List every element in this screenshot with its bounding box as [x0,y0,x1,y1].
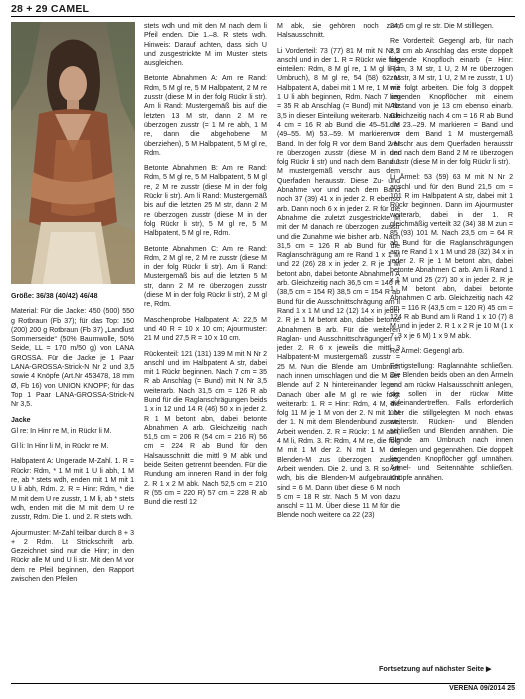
footer-rule [11,683,515,684]
li-vorderteil-text: Li Vorderteil: 73 (77) 81 M mit N Nr 2 anschl und in der 1. R = Rückr wie folg einteilen: Rdm, 8 M gl re, 1 M gl li (= Umbruch), 8 M gl re, 54 (58) 62 M Halbpatent A, dabei mit 1 M re, 1 M mit 1 U li abh beginnen, Rdm. Nach 7 cm = 35 R ab Anschlag (= Bund) mit N Nr 3,5 in dieser Einteilung weiterarb. Nach 4 cm = 16 R ab Bund die 45–51. M (49–55. M) 53.–59. M markieren = Band. In der folg R vor dem Band 2 M re überzogen zusstr (diese M in der folg Rückr li str) und nach dem Band 1 M mustergemäß verschr aus dem Querfaden herausstr. Diese Zu- und Abnahme vor und nach dem Band noch 37 (39) 41 x in jeder 2. R ebenso arb. Dann noch 6 x in jeder 2. R für die Abnahme die zuletzt zusgestrickte M mit der M danach re überzogen zusstr und die Zunahme wie bisher arb. Nach 31,5 cm = 126 R ab Bund für die Raglanschrägung am re Rand 1 x 1 M und 22 (26) 28 x in jeder 2. R je 1 M betont abn, dabei betonte Abnahmen A arb. Gleichzeitig nach 36,5 cm = 146 R (38,5 cm = 154 R) 38,5 cm = 154 R ab Bund für die Ausschnittschrägung am li Rand 1 x 1 M und 12 (12) 14 x in jeder 2. R je 1 M betont abn, dabei betonte Abnahmen B arb. Für die weiteren Raglan- und Ausschnittschrägungen in jeder 2. R 6 x jeweils die mittl 3 Halbpatent-M mustergemäß zusstr = 25 M. Nun die Blende am Umbruch nach innen umschlagen und die M der Blende auf 2 N hintereinander legen. Danach über alle M gl re wie folgt weiterarb: 1. R = Hinr: Rdm, 4 M, die folg 11 M je 1 M von der 2. N mit 1 M der 1. N mit dem Blendenbund zusstr, Arbeit wenden. 2. R = Rückr: 1 M abh, 4 M li, Rdm. 3. R: Rdm, 4 M re, die folg M mit 1 M der 2. N mit 1 M der Blenden-M zus überzogen zusstr, Arbeit wenden. Die 2. und 3. R so oft wdh, bis die Blenden-M aufgebraucht sind = 6 M. Dann über diese 6 M noch 5 cm = 18 R str. Nach 5 M von dazu anschl = 11 M. Über diese 11 M für die Blende noch weitere ca 22 (23) [277,47,400,520]
column-4 [390,22,513,489]
fertigstellung-text: Fertigstellung: Raglannähte schließen. Die Blenden beids oben an den Ärmeln und am rückw Halsausschnitt anlegen, sie sollen in der rückw Mitte aufeinandertreffen. Falls erforderlich über die stillgelegten M noch etwas weiterstr. Rücken- und Blenden schließen und Blenden annähen. Die Blende am Umbruch nach innen umlegen und gegennähen. Die doppelt liegenden Knopflöcher ggf umnähen. Ärmel- und Seitennähte schließen. Knöpfe annähen. [390,363,513,482]
betonte-c-text: Betonte Abnahmen C: Am re Rand: Rdm, 2 M gl re, 2 M re zusstr (diese M in der folg Rückr li str). Am li Rand: Mustergemäß bis auf die letzten 5 M str, dann 2 M re überzogen zusstr (diese M in der folg Rückr li str), 2 M gl re, Rdm. [144,245,267,309]
col3-intro: M abk, sie gehören noch zum Halsausschnitt. [277,23,400,40]
col2-intro: stets wdh und mit den M nach dem li Pfeil enden. Die 1.–8. R stets wdh. Hinweis: Darauf achten, dass sich U und zusgestrickte M im Muster stets ausgleichen. [144,23,267,68]
ajourmuster-text: Ajourmuster: M-Zahl teilbar durch 8 + 3 + 2 Rdm. Lt Strickschrift arb. Gezeichnet sind nur die Hinr; in den Rückr alle M und U li str. Mit den M vor dem re Pfeil beginnen, den Rapport zwischen den Pfeilen [11,529,134,584]
jacke-heading: Jacke [11,416,31,424]
rueckenteil-text: Rückenteil: 121 (131) 139 M mit N Nr 2 anschl und im Halbpatent A str, dabei mit 1 Rückr beginnen. Nach 7 cm = 35 R ab Anschlag (= Bund) mit N Nr 3,5 weiterarb. Nach 31,5 cm = 126 R ab Bund für die Raglanschrägungen beids 1 x in 12 und 14 R (46) 50 x in jeder 2. R 1 M betont abn, dabei betonte Abnahmen A arb. Gleichzeitig nach 51,5 cm = 206 R (54 cm = 216 R) 56 cm = 224 R ab Bund für den Halsausschnitt die mittl 9 M abk und beide Seiten getrennt beenden. Für die Rundung am inneren Rand in der folg 2. R 1 x 2 M abk. Nach 52,5 cm = 210 R (55 cm = 220 R) 57 cm = 228 R ab Bund die restl 12 [144,350,267,507]
magazine-name: VERENA [449,685,478,692]
betonte-a-text: Betonte Abnahmen A: Am re Rand: Rdm, 5 M gl re, 5 M Halbpatent, 2 M re zusstr (diese M in der folg Rückr li str). Am li Rand: Mustergemäß bis auf die letzten 13 M str, dann 2 M re überzogen zusstr (= 1 M re abh, 1 M re, dann die abgehobene M überziehen), 5 M Halbpatent, 5 M gl re, Rdm. [144,75,267,157]
material-text: Material: Für die Jacke: 450 (500) 550 g Rotbraun (Fb 37); für das Top: 150 (200) 200 g Rotbraun (Fb 37) „Landlust Sommerseide“ (50% Baumwolle, 50% Seide, LL = 170 m/50 g) von LANA GROSSA. Für die Jacke je 1 Paar LANA-GROSSA-Strick-N Nr 2 und 3,5 sowie 4 Knöpfe (Art.Nr 453478, 18 mm Ø, Fb 16) von UNION KNOPF; für das Top 1 Paar LANA-GROSSA-Strick-N Nr 3,5. [11,308,134,409]
column-3 [277,22,400,527]
col4-intro: 24,5 cm gl re str. Die M stilllegen. [390,23,494,30]
column-2 [144,22,267,514]
gl-li-text: Gl li: In Hinr li M, in Rückr re M. [11,443,109,451]
re-aermel-text: Re Ärmel: Gegengl arb. [390,347,465,355]
page-number [449,685,515,692]
header-bar [0,0,525,20]
page-title: 28 + 29 CAMEL [11,3,90,15]
betonte-b-text: Betonte Abnahmen B: Am re Rand: Rdm, 5 M gl re, 5 M Halbpatent, 5 M gl re, 2 M re zusstr (diese M in der folg Rückr li str). Am li Rand: Mustergemäß bis auf die letzten 25 M str, dann 2 M re überzogen zusstr (diese M in der folg Rückr li str), 5 M gl re, 5 M Halbpatent, 5 M gl re, Rdm. [144,165,267,238]
issue-number: 09/2014 [479,685,506,692]
sizes-text: Größe: 36/38 (40/42) 46/48 [11,293,98,300]
li-aermel-text: Li Ärmel: 53 (59) 63 M mit N Nr 2 anschl und für den Bund 21,5 cm = 101 R im Halbpatent A str, dabei mit 1 Rückr beginnen. Dann im Ajourmuster weiterarb, dabei in der 1. R gleichmäßig verteilt 32 (34) 38 M zun = 85 (93) 101 M. Nach 23,5 cm = 64 R ab Bund für die Raglanschrägungen am re Rand 1 x 1 M und 28 (32) 34 x in jeder 2. R je 1 M betont abn, dabei betonte Abnahmen C arb. Am li Rand 1 x 1 M und 25 (27) 30 x in jeder 2. R je 1 M betont abn, dabei betonte Abnahmen C arb. Gleichzeitig nach 42 cm = 116 R (43,5 cm = 120 R) 45 cm = 124 R ab Bund am li Rand 1 x 10 (7) 8 M und in jeder 2. R 1 x 2 R je 10 M (1 x 7, 3 x je 6 M) 1 x 9 M abk. [390,174,513,340]
header-rule [11,16,515,17]
maschenprobe-text: Maschenprobe Halbpatent A: 22,5 M und 40 R = 10 x 10 cm; Ajourmuster: 21 M und 27,5 R = 10 x 10 cm. [144,316,267,343]
gl-re-text: Gl re: In Hinr re M, in Rückr li M. [11,427,112,435]
re-vorderteil-text: Re Vorderteil: Gegengl arb, für nach 3,5 cm ab Anschlag das erste doppelt liegende Knopfloch einarb (= Hinr: Rdm, 3 M str, 1 U, 2 M re überzogen zusstr, 3 M str, 1 U, 2 M re zusstr, 1 U) wie folgt arbeiten. Die folg 3 doppelt liegenden Knopflöcher mit einem Abstand von je 13 cm ebenso einarb. Gleichzeitig nach 4 cm = 16 R ab Bund die 23.–29. M markieren = Band und vor dem Band 1 M mustergemäß verschr aus dem Querfaden herausstr und nach dem Band 2 M re überzogen zusstr (diese M in der folg Rückr li str). [390,38,513,167]
footer [11,683,515,695]
continuation-note: Fortsetzung auf nächster Seite ▶ [379,664,492,673]
halbpatent-text: Halbpatent A: Ungerade M-Zahl. 1. R = Rückr: Rdm, * 1 M mit 1 U li abh, 1 M re, ab * stets wdh, enden mit 1 M mit 1 U li abh, Rdm. 2. R = Hinr: Rdm, * die M mit dem U re zusstr, 1 M li, ab * stets wdh, enden mit die M mit dem U re zusstr, Rdm. Die 1. und 2. R stets wdh. [11,458,134,522]
model-photo-illustration [11,22,135,284]
page-number-value: 25 [507,685,515,692]
model-photo [11,22,135,284]
column-1 [11,292,134,590]
